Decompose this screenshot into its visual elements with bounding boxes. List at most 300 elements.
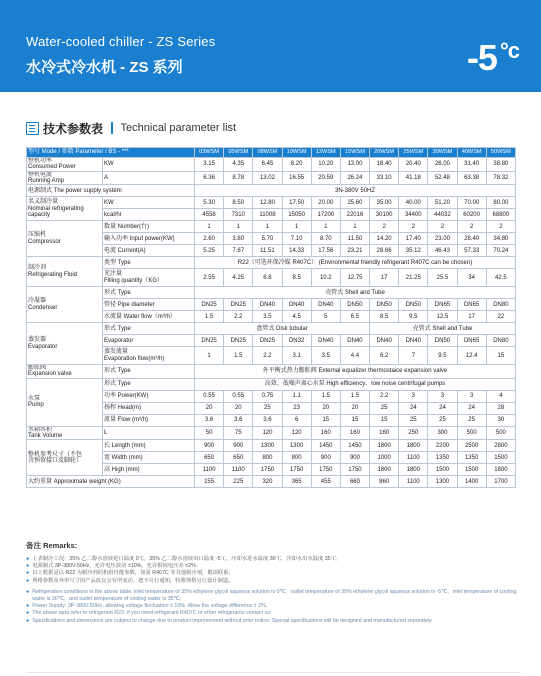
table-cell: 40.00	[399, 197, 428, 209]
row-span-value: 外平衡式热力膨胀阀 External equalizer thermostaice expansion valve	[195, 365, 516, 379]
table-cell: 1	[253, 221, 282, 233]
table-cell: DN65	[428, 299, 457, 311]
table-row	[27, 221, 516, 233]
remark-line	[26, 570, 521, 577]
table-cell: 900	[340, 452, 369, 464]
table-cell: 1750	[253, 464, 282, 476]
table-cell: 4.5	[282, 311, 311, 323]
table-cell: 30	[486, 414, 515, 426]
table-cell: DN50	[428, 335, 457, 347]
table-cell: 365	[282, 476, 311, 488]
table-row	[27, 378, 516, 390]
table-cell: 6.45	[253, 158, 282, 172]
table-cell: 2.2	[253, 347, 282, 365]
table-cell: 24	[457, 402, 486, 414]
row-sub-label: 流量 Flow (m³/h)	[103, 414, 195, 426]
table-cell: 2.60	[195, 233, 224, 245]
row-sub-label: 形式 Type	[103, 287, 195, 299]
table-cell: 17.50	[282, 197, 311, 209]
table-cell: 0.75	[253, 390, 282, 402]
bottom-line	[26, 672, 521, 673]
row-group-label: 冷凝器 Condenser	[27, 287, 103, 323]
table-cell: 1800	[486, 464, 515, 476]
table-cell: 900	[195, 440, 224, 452]
table-cell: 1	[195, 221, 224, 233]
table-cell: 250	[399, 426, 428, 440]
table-cell: 650	[195, 452, 224, 464]
remark-line	[26, 618, 521, 625]
table-cell: DN25	[224, 335, 253, 347]
title-en: Water-cooled chiller - ZS Series	[26, 34, 216, 49]
table-cell: 16.40	[370, 158, 399, 172]
table-cell: 38.80	[486, 158, 515, 172]
table-cell: 3.5	[253, 311, 282, 323]
table-cell: 3.6	[253, 414, 282, 426]
table-cell: DN40	[311, 299, 340, 311]
row-span-value: 壳管式 Shell and Tube	[195, 287, 516, 299]
table-cell: 34.80	[486, 233, 515, 245]
bullet-icon: ●	[26, 563, 30, 570]
table-cell: 1	[224, 221, 253, 233]
row-sub-label: 功率 Power(KW)	[103, 390, 195, 402]
table-cell: 1	[340, 221, 369, 233]
table-cell: 2	[370, 221, 399, 233]
bullet-icon: ●	[26, 603, 30, 610]
table-cell: 14.33	[282, 245, 311, 257]
table-cell: 22016	[340, 209, 369, 221]
row-group-label: 膨胀阀 Expansion valve	[27, 365, 103, 379]
table-cell: 8.70	[311, 233, 340, 245]
table-cell: 13.00	[340, 158, 369, 172]
table-cell: 3.15	[195, 158, 224, 172]
table-cell: 25	[370, 402, 399, 414]
table-cell: 500	[486, 426, 515, 440]
table-cell: 1750	[340, 464, 369, 476]
table-cell: DN50	[370, 299, 399, 311]
table-cell: 20	[195, 402, 224, 414]
table-cell: 120	[282, 426, 311, 440]
table-cell: 15	[311, 414, 340, 426]
table-cell: 24	[399, 402, 428, 414]
table-cell: 11008	[253, 209, 282, 221]
table-cell: 12.5	[428, 311, 457, 323]
row-group-label: 水箱容积 Tank Volume	[27, 426, 103, 440]
remark-line	[26, 603, 521, 610]
table-row	[27, 287, 516, 299]
table-cell: 25	[253, 402, 282, 414]
table-cell: DN50	[340, 299, 369, 311]
table-cell: 12.80	[253, 197, 282, 209]
table-cell: 1750	[311, 464, 340, 476]
model-header: 12WSM	[311, 148, 340, 158]
table-cell: 2	[457, 221, 486, 233]
table-cell: 8.5	[370, 311, 399, 323]
table-cell: 42.5	[486, 269, 515, 287]
model-header: 50WSM	[486, 148, 515, 158]
row-group-label: 整机电流 Running Amp	[27, 171, 103, 185]
table-cell: 41.18	[399, 171, 428, 185]
table-cell: 500	[457, 426, 486, 440]
table-cell: 20.00	[311, 197, 340, 209]
table-cell: 660	[340, 476, 369, 488]
table-cell: 1100	[195, 464, 224, 476]
table-row	[27, 171, 516, 185]
table-cell: 22	[486, 311, 515, 323]
table-cell: 1700	[486, 476, 515, 488]
table-cell: 1450	[340, 440, 369, 452]
table-cell: 3.1	[282, 347, 311, 365]
model-header: 15WSM	[340, 148, 369, 158]
table-cell: 2.55	[195, 269, 224, 287]
row-sub-label: kcal/hr	[103, 209, 195, 221]
bullet-icon: ●	[26, 617, 30, 624]
table-cell: 7310	[224, 209, 253, 221]
table-cell: 1500	[486, 452, 515, 464]
table-cell: 2	[486, 221, 515, 233]
table-cell: 2500	[457, 440, 486, 452]
temperature-unit: °c	[499, 38, 519, 63]
table-cell: 17.40	[399, 233, 428, 245]
table-cell: DN80	[486, 299, 515, 311]
table-cell: 160	[311, 426, 340, 440]
remarks-title: 备注 Remarks:	[26, 541, 78, 550]
table-row	[27, 158, 516, 172]
row-sub-label: 充注量 Filling quantity（KG）	[103, 269, 195, 287]
row-group-label: 大约重量 Approximate weight (KG)	[27, 476, 195, 488]
table-cell: 1.5	[195, 311, 224, 323]
table-header-row	[27, 148, 516, 158]
table-cell: 5	[311, 311, 340, 323]
table-cell: 1300	[428, 476, 457, 488]
row-span-value: 高效、低噪声离心水泵 High efficiency、low noise centrifugal pumps	[195, 378, 516, 390]
table-cell: 2.2	[224, 311, 253, 323]
table-cell: 50	[195, 426, 224, 440]
model-header: 40WSM	[457, 148, 486, 158]
table-cell: 1400	[457, 476, 486, 488]
row-sub-label: 扬程 Head(m)	[103, 402, 195, 414]
table-cell: 4.25	[224, 269, 253, 287]
table-cell: 11.50	[340, 233, 369, 245]
table-cell: 300	[428, 426, 457, 440]
table-cell: DN25	[253, 335, 282, 347]
row-sub-label: 形式 Type	[103, 378, 195, 390]
table-cell: 155	[195, 476, 224, 488]
remark-text: 规格参数及外形尺寸因产品改良会有所变动，恕不另行通知，特殊规格另行设计制造。	[32, 577, 234, 584]
table-cell: 1500	[428, 464, 457, 476]
table-cell: 15	[370, 414, 399, 426]
table-cell: 3.6	[224, 414, 253, 426]
row-group-label: 压缩机 Compressor	[27, 221, 103, 257]
table-cell: 78.32	[486, 171, 515, 185]
remark-text: 以上数据是以 R22 为制冷剂的机组性能参数，如需 R407C 等其他制冷剂，敬请联系；	[32, 570, 234, 577]
table-cell: 80.00	[486, 197, 515, 209]
table-cell: 4.35	[224, 158, 253, 172]
table-cell: 7.67	[224, 245, 253, 257]
table-cell: 26.00	[428, 158, 457, 172]
table-cell: 21.25	[399, 269, 428, 287]
table-cell: 46.43	[428, 245, 457, 257]
table-cell: DN25	[224, 299, 253, 311]
table-cell: DN80	[486, 335, 515, 347]
table-cell: 11.51	[253, 245, 282, 257]
table-cell: 60200	[457, 209, 486, 221]
bullet-icon: ●	[26, 577, 30, 584]
remarks	[26, 540, 521, 625]
table-cell: 3	[457, 390, 486, 402]
table-cell: 1800	[399, 464, 428, 476]
table-cell: 1750	[282, 464, 311, 476]
table-cell: 1.1	[282, 390, 311, 402]
table-cell: 3.6	[195, 414, 224, 426]
table-cell: 2	[399, 221, 428, 233]
bullet-icon: ●	[26, 570, 30, 577]
table-cell: 6.36	[195, 171, 224, 185]
table-cell: 20.59	[311, 171, 340, 185]
temperature-badge	[466, 37, 519, 78]
table-cell: DN65	[457, 299, 486, 311]
table-cell: 860	[370, 476, 399, 488]
table-cell: 12.75	[340, 269, 369, 287]
row-sub-label: 蒸发流量 Evaporation flow(m³/h)	[103, 347, 195, 365]
row-group-label: 电源制式 The power supply system	[27, 185, 195, 197]
table-cell: 70.24	[486, 245, 515, 257]
table-cell: 25.60	[340, 197, 369, 209]
table-cell: 33.10	[370, 171, 399, 185]
table-cell: 20.40	[399, 158, 428, 172]
table-cell: 7.10	[282, 233, 311, 245]
row-group-label: 名义制冷量 Nominal refrigerating capacity	[27, 197, 103, 221]
document-icon	[26, 122, 39, 135]
model-header: 30WSM	[428, 148, 457, 158]
table-cell: 9.5	[399, 311, 428, 323]
model-header: 03WSM	[195, 148, 224, 158]
title-cn: 水冷式冷水机 - ZS 系列	[26, 59, 183, 76]
table-cell: 1800	[399, 440, 428, 452]
table-cell: 1.5	[340, 390, 369, 402]
table-cell: 160	[370, 426, 399, 440]
row-sub-label: 形式 Type	[103, 365, 195, 379]
table-cell: 44032	[428, 209, 457, 221]
table-cell: 6.5	[340, 311, 369, 323]
table-cell: 10.20	[311, 158, 340, 172]
row-span-value: 壳管式 Shell and Tube	[370, 323, 516, 335]
table-cell: 6	[282, 414, 311, 426]
bullet-icon: ●	[26, 610, 30, 617]
table-cell: 1000	[370, 452, 399, 464]
table-cell: 3.5	[311, 347, 340, 365]
table-cell: 1800	[370, 440, 399, 452]
table-cell: 15	[486, 347, 515, 365]
row-sub-label: 水流量 Water flow（m³/h）	[103, 311, 195, 323]
table-cell: 16.55	[282, 171, 311, 185]
row-group-label: 蒸发器 Evaporator	[27, 323, 103, 365]
table-cell: 25	[457, 414, 486, 426]
table-cell: 1100	[399, 452, 428, 464]
table-cell: 26.24	[340, 171, 369, 185]
table-cell: 12.4	[457, 347, 486, 365]
table-cell: 34400	[399, 209, 428, 221]
row-span-value: R22（可选环保冷媒 R407C） (Environmental friendly refrigerant R407C can be chosen)	[195, 257, 516, 269]
bullet-icon: ●	[26, 588, 30, 595]
row-group-label: 水泵 Pump	[27, 378, 103, 426]
section-title-cn: 技术参数表	[43, 121, 104, 136]
table-cell: 7	[399, 347, 428, 365]
table-cell: 4.4	[340, 347, 369, 365]
table-cell: 8.20	[282, 158, 311, 172]
model-header: 25WSM	[399, 148, 428, 158]
table-cell: 31.40	[457, 158, 486, 172]
row-sub-label: A	[103, 171, 195, 185]
table-cell: 20	[340, 402, 369, 414]
table-cell: 57.33	[457, 245, 486, 257]
row-sub-label: L	[103, 426, 195, 440]
table-cell: 70.00	[457, 197, 486, 209]
table-cell: 4558	[195, 209, 224, 221]
section-heading	[26, 120, 236, 136]
table-cell: 455	[311, 476, 340, 488]
table-cell: 900	[224, 440, 253, 452]
table-cell: 15	[340, 414, 369, 426]
table-row	[27, 440, 516, 452]
remark-text: 电源制式 3P-380V-50Hz，允许电压波动 ±10%，允许相间电压差 ±2%；	[32, 563, 202, 570]
table-row	[27, 323, 516, 335]
table-cell: 800	[253, 452, 282, 464]
table-cell: 68800	[486, 209, 515, 221]
table-cell: 5.30	[195, 197, 224, 209]
table-cell: 1.5	[224, 347, 253, 365]
table-cell: 1	[282, 221, 311, 233]
table-cell: 9.5	[428, 347, 457, 365]
table-cell: 8.78	[224, 171, 253, 185]
table-cell: 8.50	[224, 197, 253, 209]
table-cell: DN65	[457, 335, 486, 347]
model-header: 05WSM	[224, 148, 253, 158]
table-cell: 25.5	[428, 269, 457, 287]
table-cell: 51.20	[428, 197, 457, 209]
table-cell: 17	[457, 311, 486, 323]
table-cell: 1500	[457, 464, 486, 476]
bullet-icon: ●	[26, 556, 30, 562]
table-cell: 8.5	[282, 269, 311, 287]
table-cell: 3.80	[224, 233, 253, 245]
table-cell: DN40	[311, 335, 340, 347]
table-cell: 17.56	[311, 245, 340, 257]
row-sub-label: 输入功率 Input power(KW)	[103, 233, 195, 245]
row-sub-label: 形式 Type	[103, 323, 195, 335]
table-cell: 17	[370, 269, 399, 287]
row-sub-label: 数量 Number(台)	[103, 221, 195, 233]
table-cell: 1.5	[311, 390, 340, 402]
table-cell: 2.2	[370, 390, 399, 402]
table-cell: 6.8	[253, 269, 282, 287]
remark-line	[26, 589, 521, 603]
table-cell: 0.55	[224, 390, 253, 402]
table-cell: 1100	[224, 464, 253, 476]
table-cell: 2800	[486, 440, 515, 452]
table-cell: 13.02	[253, 171, 282, 185]
divider	[111, 122, 113, 134]
table-cell: 23	[282, 402, 311, 414]
table-cell: 1350	[428, 452, 457, 464]
row-sub-label: 类型 Type	[103, 257, 195, 269]
table-cell: 3	[428, 390, 457, 402]
table-cell: 14.20	[370, 233, 399, 245]
table-cell: 28	[486, 402, 515, 414]
table-cell: 225	[224, 476, 253, 488]
remark-line	[26, 610, 521, 617]
table-cell: DN40	[370, 335, 399, 347]
table-cell: 1300	[253, 440, 282, 452]
row-group-label: 整机功率 Consumed Power	[27, 158, 103, 172]
remark-text: Power Supply: 3P-380V-50Hz, allowing voltage fluctuation ± 10%. Allow the voltage difference ± 2%.	[32, 603, 268, 610]
table-cell: 1300	[282, 440, 311, 452]
model-header: 10WSM	[282, 148, 311, 158]
row-sub-label: KW	[103, 197, 195, 209]
table-cell: 20	[224, 402, 253, 414]
table-row	[27, 426, 516, 440]
table-cell: 650	[224, 452, 253, 464]
table-cell: 25	[428, 414, 457, 426]
table-cell: 75	[224, 426, 253, 440]
table-row	[27, 185, 516, 197]
row-sub-label: 高 High (mm)	[103, 464, 195, 476]
table-cell: 3	[399, 390, 428, 402]
remark-text: Refrigeration conditions in the above table: inlet temperature of 35% ethylene glycol aqueous solution is 0℃，outlet temperature of 35% ethylene glycol aqueous solution is -5℃，inlet temperature of cooling water is 30℃，and outlet temperature of cooling water is 35℃；	[32, 588, 517, 603]
row-sub-label: 长 Length (mm)	[103, 440, 195, 452]
table-cell: 20	[311, 402, 340, 414]
table-cell: 52.48	[428, 171, 457, 185]
parameter-table	[26, 147, 516, 488]
table-cell: DN25	[195, 335, 224, 347]
table-cell: 35.12	[399, 245, 428, 257]
table-cell: 1	[195, 347, 224, 365]
table-cell: 23.00	[428, 233, 457, 245]
table-cell: DN40	[253, 299, 282, 311]
row-group-label: 制冷剂 Refrigerating Fluid	[27, 257, 103, 287]
table-cell: 320	[253, 476, 282, 488]
table-cell: DN40	[399, 335, 428, 347]
remark-text: The above data refer to refrigerant R22, if you need refrigerant R407C or other refrigerants contact us;	[32, 610, 272, 617]
table-cell: 23.21	[340, 245, 369, 257]
table-cell: 1450	[311, 440, 340, 452]
table-cell: 900	[311, 452, 340, 464]
table-cell: 34	[457, 269, 486, 287]
model-header: 20WSM	[370, 148, 399, 158]
table-cell: 6.2	[370, 347, 399, 365]
table-cell: 30100	[370, 209, 399, 221]
table-cell: 28.40	[457, 233, 486, 245]
table-cell: 4	[486, 390, 515, 402]
table-cell: DN25	[195, 299, 224, 311]
table-cell: 10.2	[311, 269, 340, 287]
section-title-en: Technical parameter list	[120, 122, 237, 134]
table-row	[27, 197, 516, 209]
row-sub-label: 宽 Width (mm)	[103, 452, 195, 464]
table-header-label: 型号 Mode / 参数 Parameter / BS - ***	[27, 148, 195, 158]
table-cell: 1350	[457, 452, 486, 464]
header-banner	[0, 0, 541, 92]
table-cell: 35.00	[370, 197, 399, 209]
remark-line	[26, 578, 521, 585]
table-cell: 800	[282, 452, 311, 464]
table-cell: 24	[428, 402, 457, 414]
table-cell: DN40	[282, 299, 311, 311]
table-cell: 160	[340, 426, 369, 440]
table-cell: 28.66	[370, 245, 399, 257]
table-cell: 5.25	[195, 245, 224, 257]
row-span-value: 3N-380V 50HZ	[195, 185, 516, 197]
remark-text: 上表制冷工况：35% 乙二醇水溶液进口温度 0℃，35% 乙二醇水溶液出口温度 -5℃，冷却水进水温度 30℃，冷却水出水温度 35℃；	[32, 556, 342, 562]
